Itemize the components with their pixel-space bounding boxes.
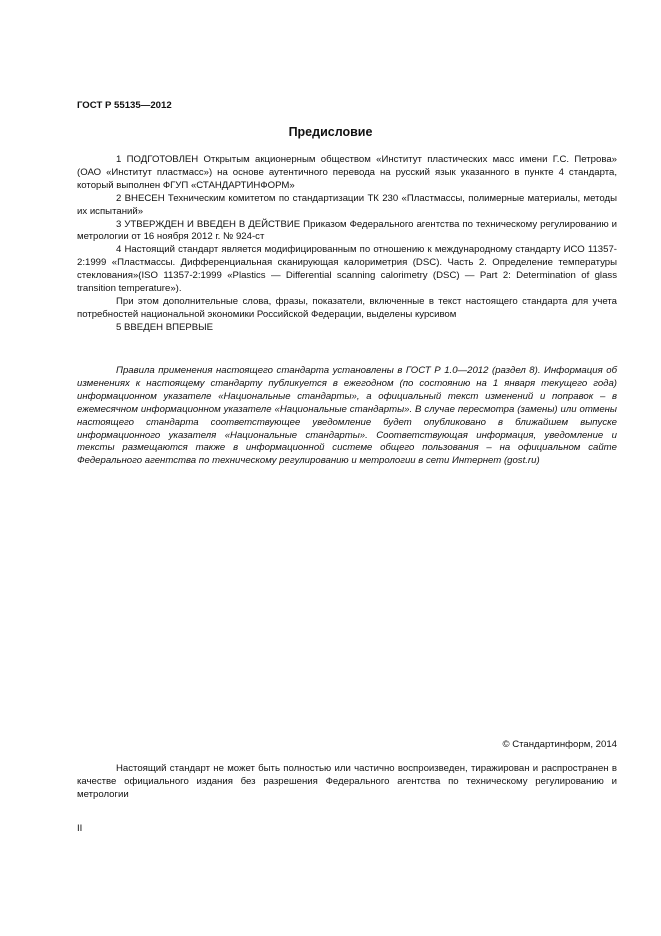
preface-item-5: 5 ВВЕДЕН ВПЕРВЫЕ	[116, 321, 214, 333]
preface-item-4: 4 Настоящий стандарт является модифицированным по отношению к международному стандарту ИСО 11357-2:1999 «Пластмассы. Дифференциальная сканирующая калориметрия (DSC). Часть 2. Определение температуры стеклования»(ISO 11357-2:1999 «Plastics — Differential scanning calorimetry (DSC) — Part 2: Determination of glass transition temperature»).	[77, 244, 617, 295]
preface-item-4-note: При этом дополнительные слова, фразы, показатели, включенные в текст настоящего стандарта для учета потребностей национальной экономики Российской Федерации, выделены курсивом	[77, 295, 617, 320]
copyright-line: © Стандартинформ, 2014	[502, 739, 617, 750]
preface-item-2: 2 ВНЕСЕН Техническим комитетом по стандартизации ТК 230 «Пластмассы, полимерные материалы, методы их испытаний»	[77, 192, 617, 217]
document-number: ГОСТ Р 55135—2012	[77, 100, 172, 111]
page-number: II	[77, 823, 83, 834]
application-rules-section	[77, 365, 617, 468]
reproduction-notice-section	[77, 763, 617, 802]
reproduction-notice-text: Настоящий стандарт не может быть полностью или частично воспроизведен, тиражирован и распространен в качестве официального издания без разрешения Федерального агентства по техническому регулированию и метрологии	[77, 763, 617, 800]
preface-section	[77, 154, 617, 335]
page-title: Предисловие	[288, 125, 373, 139]
preface-item-1: 1 ПОДГОТОВЛЕН Открытым акционерным обществом «Институт пластических масс имени Г.С. Петрова» (ОАО «Институт пластмасс») на основе аутентичного перевода на русский язык указанного в пункте 4 стандарта, который выполнен ФГУП «СТАНДАРТИНФОРМ»	[77, 154, 617, 191]
application-rules-text: Правила применения настоящего стандарта установлены в ГОСТ Р 1.0—2012 (раздел 8). Информация об изменениях к настоящему стандарту публикуется в ежегодном (по состоянию на 1 января текущего года) информационном указателе «Национальные стандарты», а официальный текст изменений и поправок – в ежемесячном информационном указателе «Национальные стандарты». В случае пересмотра (замены) или отмены настоящего стандарта соответствующее уведомление будет опубликовано в ближайшем выпуске информационного указателя «Национальные стандарты». Соответствующая информация, уведомление и тексты размещаются также в информационной системе общего пользования – на официальном сайте Федерального агентства по техническому регулированию и метрологии в сети Интернет (gost.ru)	[77, 365, 617, 467]
preface-item-3: 3 УТВЕРЖДЕН И ВВЕДЕН В ДЕЙСТВИЕ Приказом Федерального агентства по техническому регулированию и метрологии от 16 ноября 2012 г. № 924-ст	[77, 218, 617, 243]
